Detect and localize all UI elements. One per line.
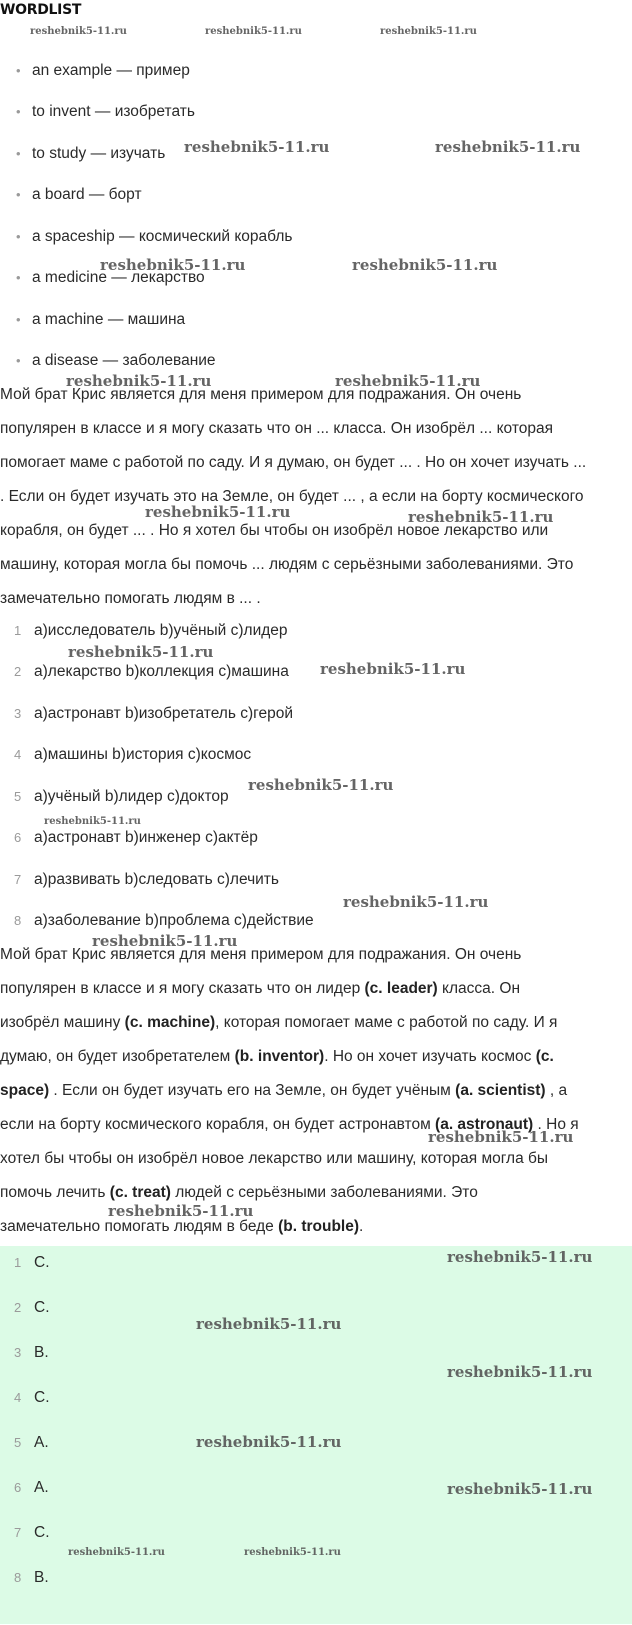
wordlist-entry: a disease — заболевание bbox=[32, 352, 216, 369]
item-number: 1 bbox=[14, 623, 22, 638]
answer-letter: C. bbox=[34, 1299, 50, 1316]
answer-letter: C. bbox=[34, 1254, 50, 1271]
option-text: a)исследователь b)учёный c)лидер bbox=[34, 622, 288, 639]
answer-passage-line bbox=[0, 1046, 554, 1068]
answer-highlight: (a. scientist) bbox=[455, 1082, 546, 1099]
watermark: reshebnik5-11.ru bbox=[30, 26, 127, 37]
list-item bbox=[16, 101, 195, 123]
answer-passage-line bbox=[0, 978, 520, 1000]
watermark: reshebnik5-11.ru bbox=[205, 26, 302, 37]
passage-text: . bbox=[359, 1218, 364, 1235]
passage-line: замечательно помогать людям в ... . bbox=[0, 590, 261, 607]
watermark: reshebnik5-11.ru bbox=[352, 256, 498, 274]
passage-line: . Если он будет изучать это на Земле, он будет ... , а если на борту космического bbox=[0, 488, 584, 505]
passage-text: помочь лечить bbox=[0, 1184, 110, 1201]
item-number: 7 bbox=[14, 872, 22, 887]
watermark: reshebnik5-11.ru bbox=[380, 26, 477, 37]
list-item bbox=[16, 143, 165, 165]
answer-highlight: space) bbox=[0, 1082, 50, 1099]
answer-letter: B. bbox=[34, 1569, 49, 1586]
item-number: 7 bbox=[14, 1525, 22, 1540]
list-item bbox=[16, 226, 292, 248]
bullet-icon: • bbox=[16, 63, 21, 78]
watermark: reshebnik5-11.ru bbox=[44, 816, 141, 827]
watermark: reshebnik5-11.ru bbox=[196, 1315, 342, 1333]
option-text: a)астронавт b)инженер c)актёр bbox=[34, 829, 258, 846]
item-number: 2 bbox=[14, 664, 22, 679]
passage-text: Мой брат Крис является для меня примером для подражания. Он очень bbox=[0, 946, 522, 963]
answer-highlight: (c. bbox=[535, 1048, 554, 1065]
bullet-icon: • bbox=[16, 187, 21, 202]
list-item bbox=[14, 1387, 50, 1409]
list-item bbox=[14, 786, 229, 808]
answer-highlight: (c. leader) bbox=[364, 980, 438, 997]
passage-text: , а bbox=[545, 1082, 568, 1099]
option-text: a)заболевание b)проблема c)действие bbox=[34, 912, 314, 929]
answer-highlight: (c. treat) bbox=[109, 1184, 171, 1201]
list-item bbox=[16, 350, 216, 372]
watermark: reshebnik5-11.ru bbox=[184, 138, 330, 156]
wordlist-entry: a medicine — лекарство bbox=[32, 269, 205, 286]
wordlist-entry: a board — борт bbox=[32, 186, 142, 203]
item-number: 4 bbox=[14, 747, 22, 762]
item-number: 8 bbox=[14, 913, 22, 928]
option-text: a)лекарство b)коллекция c)машина bbox=[34, 663, 289, 680]
watermark: reshebnik5-11.ru bbox=[320, 660, 466, 678]
watermark: reshebnik5-11.ru bbox=[248, 776, 394, 794]
item-number: 5 bbox=[14, 1435, 22, 1450]
list-item bbox=[14, 661, 289, 683]
list-item bbox=[14, 1342, 49, 1364]
passage-line: популярен в классе и я могу сказать что он ... класса. Он изобрёл ... которая bbox=[0, 420, 554, 437]
bullet-icon: • bbox=[16, 104, 21, 119]
wordlist-entry: a machine — машина bbox=[32, 311, 186, 328]
option-text: a)учёный b)лидер c)доктор bbox=[34, 788, 229, 805]
watermark: reshebnik5-11.ru bbox=[196, 1433, 342, 1451]
answer-passage-line bbox=[0, 1080, 567, 1102]
watermark: reshebnik5-11.ru bbox=[343, 893, 489, 911]
passage-text: хотел бы чтобы он изобрёл новое лекарство или машину, которая могла бы bbox=[0, 1150, 549, 1167]
list-item bbox=[14, 703, 293, 725]
watermark: reshebnik5-11.ru bbox=[335, 372, 481, 390]
bullet-icon: • bbox=[16, 146, 21, 161]
item-number: 6 bbox=[14, 1480, 22, 1495]
list-item bbox=[14, 1477, 49, 1499]
answer-highlight: (b. inventor) bbox=[234, 1048, 325, 1065]
answer-letter: A. bbox=[34, 1434, 49, 1451]
passage-text: людей с серьёзными заболеваниями. Это bbox=[170, 1184, 478, 1201]
watermark: reshebnik5-11.ru bbox=[435, 138, 581, 156]
answer-letter: C. bbox=[34, 1524, 50, 1541]
answer-passage-line bbox=[0, 1148, 548, 1170]
watermark: reshebnik5-11.ru bbox=[447, 1363, 593, 1381]
item-number: 3 bbox=[14, 1345, 22, 1360]
item-number: 8 bbox=[14, 1570, 22, 1585]
answer-highlight: (b. trouble) bbox=[278, 1218, 360, 1235]
passage-line: Мой брат Крис является для меня примером для подражания. Он очень bbox=[0, 386, 522, 403]
option-text: a)машины b)история c)космос bbox=[34, 746, 252, 763]
option-text: a)развивать b)следовать c)лечить bbox=[34, 871, 279, 888]
watermark: reshebnik5-11.ru bbox=[428, 1128, 574, 1146]
passage-text: изобрёл машину bbox=[0, 1014, 125, 1031]
list-item bbox=[14, 1522, 50, 1544]
passage-text: популярен в классе и я могу сказать что он лидер bbox=[0, 980, 365, 997]
watermark: reshebnik5-11.ru bbox=[108, 1202, 254, 1220]
watermark: reshebnik5-11.ru bbox=[447, 1248, 593, 1266]
list-item bbox=[14, 910, 314, 932]
answer-passage-line bbox=[0, 1012, 557, 1034]
list-item bbox=[16, 60, 190, 82]
list-item bbox=[14, 869, 279, 891]
watermark: reshebnik5-11.ru bbox=[100, 256, 246, 274]
list-item bbox=[16, 309, 185, 331]
item-number: 6 bbox=[14, 830, 22, 845]
list-item bbox=[14, 1297, 50, 1319]
list-item bbox=[16, 184, 142, 206]
passage-text: замечательно помогать людям в беде bbox=[0, 1218, 279, 1235]
option-text: a)астронавт b)изобретатель c)герой bbox=[34, 705, 293, 722]
passage-line: корабля, он будет ... . Но я хотел бы чтобы он изобрёл новое лекарство или bbox=[0, 522, 549, 539]
answer-passage-line bbox=[0, 1182, 478, 1204]
bullet-icon: • bbox=[16, 353, 21, 368]
wordlist-title: WORDLIST bbox=[0, 2, 82, 18]
item-number: 2 bbox=[14, 1300, 22, 1315]
watermark: reshebnik5-11.ru bbox=[68, 1547, 165, 1558]
watermark: reshebnik5-11.ru bbox=[408, 508, 554, 526]
answer-letter: A. bbox=[34, 1479, 49, 1496]
watermark: reshebnik5-11.ru bbox=[92, 932, 238, 950]
passage-line: машину, которая могла бы помочь ... людям с серьёзными заболеваниями. Это bbox=[0, 556, 574, 573]
wordlist-entry: an example — пример bbox=[32, 62, 190, 79]
bullet-icon: • bbox=[16, 229, 21, 244]
answer-letter: C. bbox=[34, 1389, 50, 1406]
passage-text: . Но я bbox=[533, 1116, 579, 1133]
list-item bbox=[14, 744, 251, 766]
answer-highlight: (c. machine) bbox=[124, 1014, 216, 1031]
passage-text: . Но он хочет изучать космос bbox=[324, 1048, 536, 1065]
list-item bbox=[14, 827, 258, 849]
list-item bbox=[14, 1252, 50, 1274]
answer-highlight: (a. astronaut) bbox=[435, 1116, 534, 1133]
list-item bbox=[14, 1432, 49, 1454]
item-number: 1 bbox=[14, 1255, 22, 1270]
passage-text: класса. Он bbox=[437, 980, 521, 997]
passage-text: думаю, он будет изобретателем bbox=[0, 1048, 235, 1065]
passage-line: помогает маме с работой по саду. И я думаю, он будет ... . Но он хочет изучать ... bbox=[0, 454, 587, 471]
item-number: 3 bbox=[14, 706, 22, 721]
list-item bbox=[14, 1567, 49, 1589]
passage-text: если на борту космического корабля, он будет астронавтом bbox=[0, 1116, 436, 1133]
item-number: 4 bbox=[14, 1390, 22, 1405]
watermark: reshebnik5-11.ru bbox=[68, 643, 214, 661]
watermark: reshebnik5-11.ru bbox=[66, 372, 212, 390]
list-item bbox=[14, 620, 288, 642]
passage-text: , которая помогает маме с работой по саду. И я bbox=[215, 1014, 558, 1031]
wordlist-entry: a spaceship — космический корабль bbox=[32, 228, 293, 245]
answer-letter: B. bbox=[34, 1344, 49, 1361]
watermark: reshebnik5-11.ru bbox=[145, 503, 291, 521]
watermark: reshebnik5-11.ru bbox=[244, 1547, 341, 1558]
item-number: 5 bbox=[14, 789, 22, 804]
bullet-icon: • bbox=[16, 270, 21, 285]
passage-text: . Если он будет изучать его на Земле, он будет учёным bbox=[49, 1082, 456, 1099]
bullet-icon: • bbox=[16, 312, 21, 327]
wordlist-entry: to study — изучать bbox=[32, 145, 166, 162]
watermark: reshebnik5-11.ru bbox=[447, 1480, 593, 1498]
wordlist-entry: to invent — изобретать bbox=[32, 103, 195, 120]
answer-passage-line bbox=[0, 944, 521, 966]
